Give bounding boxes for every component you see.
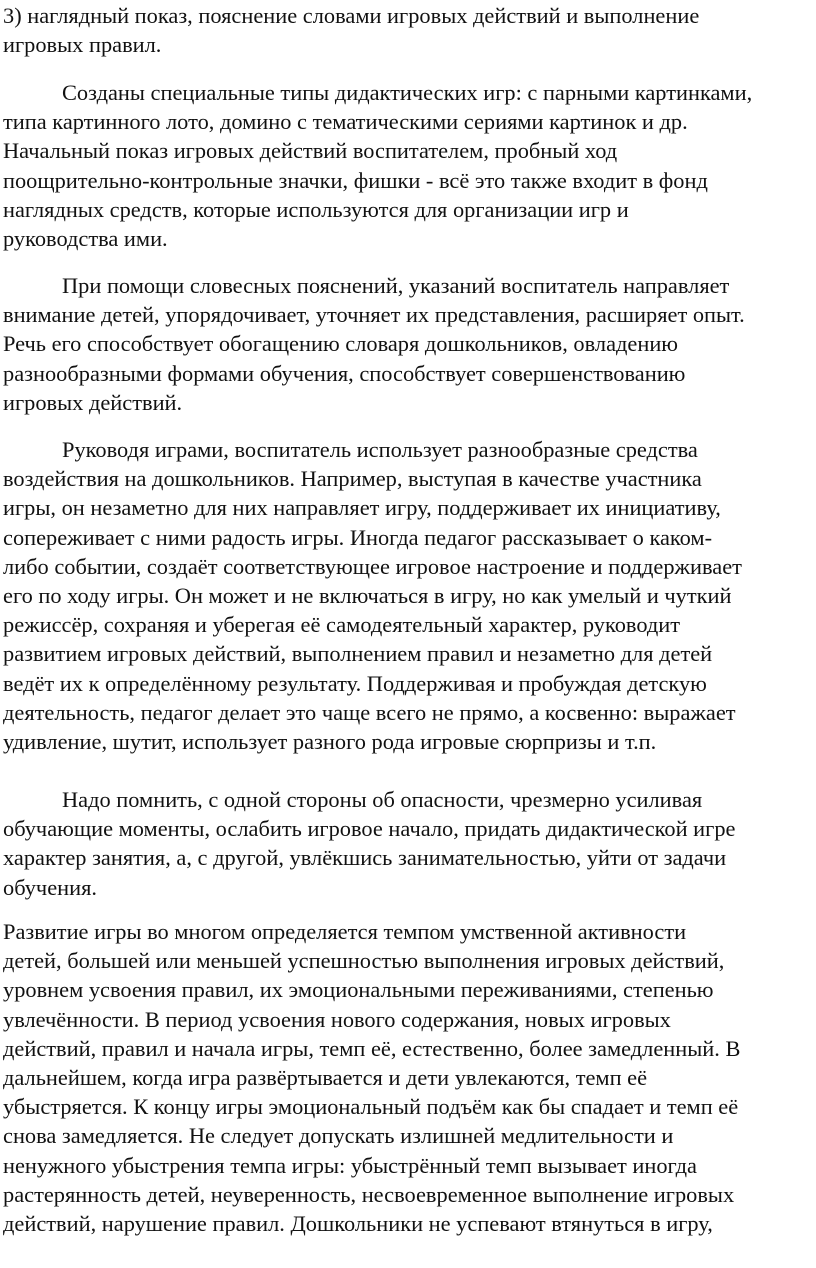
paragraph-2 [3, 78, 752, 253]
text-line: ненужного убыстрения темпа игры: убыстрённый темп вызывает иногда [3, 1152, 697, 1178]
text-line: 3) наглядный показ, пояснение словами игровых действий и выполнение [3, 3, 700, 28]
paragraph-1 [3, 1, 699, 59]
text-line: дальнейшем, когда игра развёртывается и дети увлекаются, темп её [3, 1064, 648, 1090]
paragraph-3 [3, 271, 745, 417]
paragraph-6 [3, 917, 740, 1238]
text-line: Надо помнить, с одной стороны об опасности, чрезмерно усиливая [62, 787, 703, 812]
text-line: снова замедляется. Не следует допускать излишней медлительности и [3, 1123, 674, 1149]
text-line: действий, правил и начала игры, темп её, естественно, более замедленный. В [3, 1035, 741, 1061]
text-line: растерянность детей, неуверенность, несвоевременное выполнение игровых [3, 1181, 735, 1207]
text-line: игровых правил. [3, 32, 162, 58]
text-line: уровнем усвоения правил, их эмоциональными переживаниями, степенью [3, 977, 714, 1003]
text-line: убыстряется. К концу игры эмоциональный подъём как бы спадает и темп её [3, 1094, 739, 1120]
text-line: Развитие игры во многом определяется темпом умственной активности [3, 919, 687, 944]
text-line: игровых действий. [3, 389, 183, 415]
text-line: руководства ими. [3, 225, 168, 251]
text-line: удивление, шутит, использует разного рода игровые сюрпризы и т.п. [3, 728, 657, 754]
text-line: сопереживает с ними радость игры. Иногда педагог рассказывает о каком- [3, 524, 713, 550]
text-line: внимание детей, упорядочивает, уточняет их представления, расширяет опыт. [3, 302, 745, 328]
text-line: развитием игровых действий, выполнением правил и незаметно для детей [3, 641, 713, 667]
text-line: режиссёр, сохраняя и уберегая её самодеятельный характер, руководит [3, 612, 681, 638]
text-line: детей, большей или меньшей успешностью выполнения игровых действий, [3, 948, 725, 974]
paragraph-4 [3, 435, 742, 756]
text-line: увлечённости. В период усвоения нового содержания, новых игровых [3, 1006, 671, 1032]
text-line: типа картинного лото, домино с тематическими сериями картинок и др. [3, 109, 688, 135]
text-line: воздействия на дошкольников. Например, выступая в качестве участника [3, 466, 702, 492]
text-line: Созданы специальные типы дидактических игр: с парными картинками, [62, 80, 753, 105]
text-line: Речь его способствует обогащению словаря дошкольников, овладению [3, 331, 679, 357]
text-line: характер занятия, а, с другой, увлёкшись занимательностью, уйти от задачи [3, 845, 727, 871]
text-line: либо событии, создаёт соответствующее игровое настроение и поддерживает [3, 553, 742, 579]
text-line: Начальный показ игровых действий воспитателем, пробный ход [3, 138, 618, 164]
text-line: поощрительно-контрольные значки, фишки - всё это также входит в фонд [3, 167, 708, 193]
text-line: наглядных средств, которые используются для организации игр и [3, 196, 629, 222]
text-line: обучающие моменты, ослабить игровое начало, придать дидактической игре [3, 816, 736, 842]
text-line: обучения. [3, 874, 97, 900]
text-line: Руководя играми, воспитатель использует разнообразные средства [62, 437, 698, 462]
text-line: игры, он незаметно для них направляет игру, поддерживает их инициативу, [3, 495, 721, 521]
text-line: деятельность, педагог делает это чаще всего не прямо, а косвенно: выражает [3, 699, 736, 725]
text-line: ведёт их к определённому результату. Поддерживая и пробуждая детскую [3, 670, 707, 696]
text-line: действий, нарушение правил. Дошкольники не успевают втянуться в игру, [3, 1210, 713, 1236]
text-line: разнообразными формами обучения, способствует совершенствованию [3, 360, 686, 386]
text-line: его по ходу игры. Он может и не включаться в игру, но как умелый и чуткий [3, 582, 732, 608]
text-line: При помощи словесных пояснений, указаний воспитатель направляет [62, 273, 730, 298]
paragraph-5 [3, 785, 735, 902]
